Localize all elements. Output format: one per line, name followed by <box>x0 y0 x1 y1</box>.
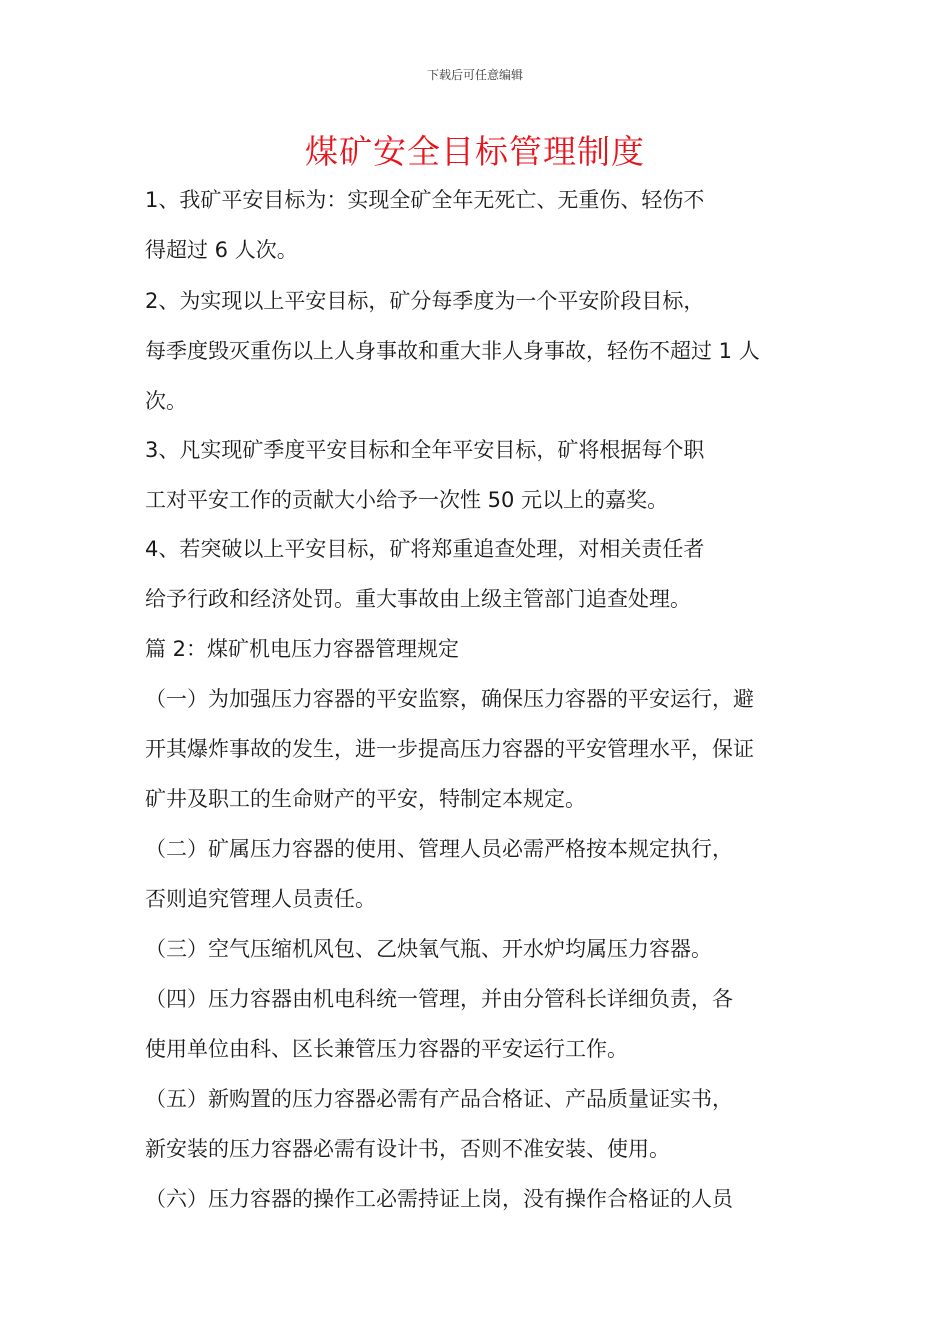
body-line: 工对平安工作的贡献大小给予一次性 50 元以上的嘉奖。 <box>145 488 669 512</box>
body-line: 1、我矿平安目标为：实现全矿全年无死亡、无重伤、轻伤不 <box>145 188 705 212</box>
body-line: 2、为实现以上平安目标，矿分每季度为一个平安阶段目标， <box>145 289 705 313</box>
body-line: 给予行政和经济处罚。重大事故由上级主管部门追查处理。 <box>145 587 691 611</box>
body-line: 矿井及职工的生命财产的平安，特制定本规定。 <box>145 787 586 811</box>
section-heading: 篇 2：煤矿机电压力容器管理规定 <box>145 637 460 661</box>
body-text-section-2 <box>145 276 810 426</box>
document-title: 煤矿安全目标管理制度 <box>305 132 645 171</box>
header-note: 下载后可任意编辑 <box>426 68 523 82</box>
body-text-section-4 <box>145 524 810 624</box>
body-line: 每季度毁灭重伤以上人身事故和重大非人身事故，轻伤不超过 1 人 <box>145 339 760 363</box>
body-line: 次。 <box>145 389 187 413</box>
body-text-section-3 <box>145 425 810 525</box>
body-line: 否则追究管理人员责任。 <box>145 887 376 911</box>
body-line: 开其爆炸事故的发生，进一步提高压力容器的平安管理水平，保证 <box>145 737 754 761</box>
body-line: （一）为加强压力容器的平安监察，确保压力容器的平安运行，避 <box>145 687 754 711</box>
body-line: （五）新购置的压力容器必需有产品合格证、产品质量证实书， <box>145 1087 733 1111</box>
body-line: （六）压力容器的操作工必需持证上岗，没有操作合格证的人员 <box>145 1187 733 1211</box>
body-line: 新安装的压力容器必需有设计书，否则不准安装、使用。 <box>145 1137 670 1161</box>
body-line: 使用单位由科、区长兼管压力容器的平安运行工作。 <box>145 1037 628 1061</box>
body-line: （三）空气压缩机风包、乙炔氧气瓶、开水炉均属压力容器。 <box>145 937 712 961</box>
body-text-section-1 <box>145 175 810 275</box>
body-line: （四）压力容器由机电科统一管理，并由分管科长详细负责，各 <box>145 987 733 1011</box>
body-line: 得超过 6 人次。 <box>145 238 298 262</box>
body-line: 4、若突破以上平安目标，矿将郑重追查处理，对相关责任者 <box>145 537 705 561</box>
body-line: 3、凡实现矿季度平安目标和全年平安目标，矿将根据每个职 <box>145 438 705 462</box>
body-line: （二）矿属压力容器的使用、管理人员必需严格按本规定执行， <box>145 837 733 861</box>
body-text-section-5 <box>145 624 810 1224</box>
